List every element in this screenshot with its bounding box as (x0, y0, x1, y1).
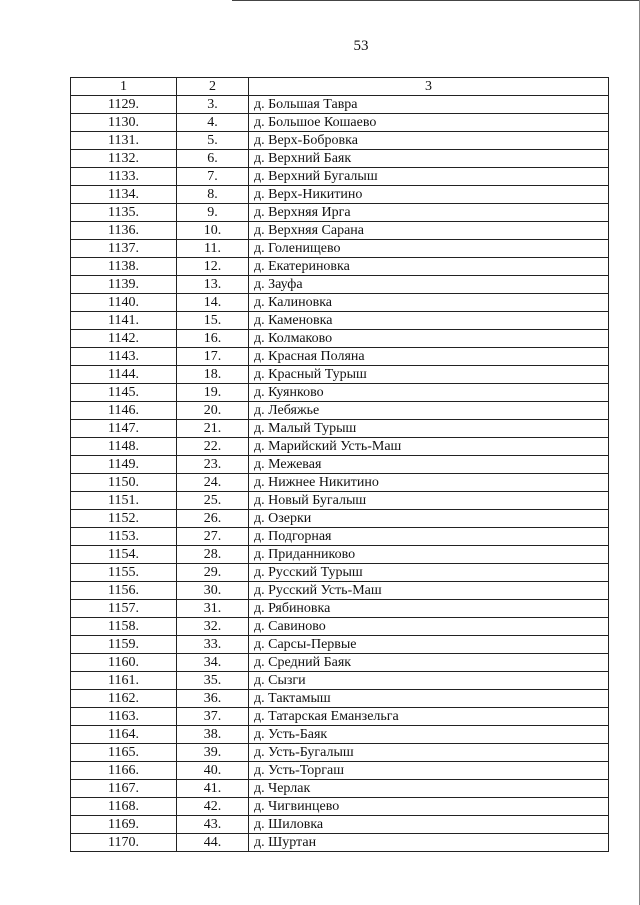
row-number: 1148. (71, 438, 177, 456)
settlement-name: д. Верхняя Сарана (249, 222, 609, 240)
row-number: 1149. (71, 456, 177, 474)
table-row (71, 276, 609, 294)
table-row (71, 204, 609, 222)
row-number: 1161. (71, 672, 177, 690)
table-row (71, 528, 609, 546)
local-number: 18. (177, 366, 249, 384)
settlement-name: д. Лебяжье (249, 402, 609, 420)
local-number: 15. (177, 312, 249, 330)
table-row (71, 186, 609, 204)
table-row (71, 582, 609, 600)
row-number: 1139. (71, 276, 177, 294)
table-row (71, 402, 609, 420)
table-row (71, 762, 609, 780)
settlement-name: д. Черлак (249, 780, 609, 798)
settlement-name: д. Куянково (249, 384, 609, 402)
settlement-name: д. Колмаково (249, 330, 609, 348)
local-number: 42. (177, 798, 249, 816)
table-row (71, 672, 609, 690)
local-number: 16. (177, 330, 249, 348)
row-number: 1168. (71, 798, 177, 816)
table-row (71, 168, 609, 186)
local-number: 8. (177, 186, 249, 204)
row-number: 1157. (71, 600, 177, 618)
local-number: 23. (177, 456, 249, 474)
table-row (71, 222, 609, 240)
row-number: 1129. (71, 96, 177, 114)
row-number: 1145. (71, 384, 177, 402)
row-number: 1160. (71, 654, 177, 672)
local-number: 14. (177, 294, 249, 312)
settlement-name: д. Большая Тавра (249, 96, 609, 114)
settlement-name: д. Верхний Бугалыш (249, 168, 609, 186)
local-number: 36. (177, 690, 249, 708)
settlement-name: д. Верхний Баяк (249, 150, 609, 168)
local-number: 30. (177, 582, 249, 600)
local-number: 21. (177, 420, 249, 438)
settlement-name: д. Озерки (249, 510, 609, 528)
row-number: 1154. (71, 546, 177, 564)
row-number: 1147. (71, 420, 177, 438)
local-number: 11. (177, 240, 249, 258)
table-row (71, 492, 609, 510)
row-number: 1146. (71, 402, 177, 420)
local-number: 39. (177, 744, 249, 762)
local-number: 28. (177, 546, 249, 564)
local-number: 31. (177, 600, 249, 618)
row-number: 1136. (71, 222, 177, 240)
local-number: 7. (177, 168, 249, 186)
local-number: 12. (177, 258, 249, 276)
settlement-name: д. Зауфа (249, 276, 609, 294)
settlement-name: д. Большое Кошаево (249, 114, 609, 132)
table-row (71, 618, 609, 636)
table-row (71, 132, 609, 150)
row-number: 1158. (71, 618, 177, 636)
settlement-name: д. Межевая (249, 456, 609, 474)
local-number: 32. (177, 618, 249, 636)
settlement-name: д. Калиновка (249, 294, 609, 312)
row-number: 1138. (71, 258, 177, 276)
table-row (71, 348, 609, 366)
settlement-name: д. Савиново (249, 618, 609, 636)
table-row (71, 546, 609, 564)
local-number: 34. (177, 654, 249, 672)
table-row (71, 150, 609, 168)
local-number: 29. (177, 564, 249, 582)
table-row (71, 96, 609, 114)
local-number: 25. (177, 492, 249, 510)
row-number: 1143. (71, 348, 177, 366)
local-number: 27. (177, 528, 249, 546)
table-row (71, 510, 609, 528)
column-header-3: 3 (249, 78, 609, 96)
local-number: 9. (177, 204, 249, 222)
row-number: 1167. (71, 780, 177, 798)
settlement-name: д. Екатериновка (249, 258, 609, 276)
settlement-name: д. Подгорная (249, 528, 609, 546)
table-row (71, 456, 609, 474)
settlement-name: д. Сызги (249, 672, 609, 690)
table-row (71, 330, 609, 348)
settlement-name: д. Рябиновка (249, 600, 609, 618)
row-number: 1132. (71, 150, 177, 168)
settlement-name: д. Верх-Никитино (249, 186, 609, 204)
local-number: 5. (177, 132, 249, 150)
settlement-name: д. Голенищево (249, 240, 609, 258)
settlement-name: д. Малый Турыш (249, 420, 609, 438)
row-number: 1156. (71, 582, 177, 600)
table-header-row (71, 78, 609, 96)
row-number: 1141. (71, 312, 177, 330)
table-row (71, 654, 609, 672)
table-row (71, 690, 609, 708)
settlement-name: д. Приданниково (249, 546, 609, 564)
table-row (71, 240, 609, 258)
settlement-name: д. Марийский Усть-Маш (249, 438, 609, 456)
table-body (71, 96, 609, 852)
table-row (71, 114, 609, 132)
row-number: 1152. (71, 510, 177, 528)
local-number: 3. (177, 96, 249, 114)
row-number: 1151. (71, 492, 177, 510)
column-header-1: 1 (71, 78, 177, 96)
local-number: 22. (177, 438, 249, 456)
row-number: 1155. (71, 564, 177, 582)
settlement-name: д. Красный Турыш (249, 366, 609, 384)
row-number: 1137. (71, 240, 177, 258)
settlement-name: д. Новый Бугалыш (249, 492, 609, 510)
local-number: 26. (177, 510, 249, 528)
table-row (71, 636, 609, 654)
settlement-name: д. Усть-Баяк (249, 726, 609, 744)
row-number: 1150. (71, 474, 177, 492)
column-header-2: 2 (177, 78, 249, 96)
row-number: 1133. (71, 168, 177, 186)
local-number: 24. (177, 474, 249, 492)
table-row (71, 258, 609, 276)
local-number: 10. (177, 222, 249, 240)
local-number: 37. (177, 708, 249, 726)
settlement-name: д. Тактамыш (249, 690, 609, 708)
page-number: 53 (353, 38, 369, 54)
settlement-name: д. Чигвинцево (249, 798, 609, 816)
settlement-name: д. Верх-Бобровка (249, 132, 609, 150)
table-row (71, 834, 609, 852)
row-number: 1170. (71, 834, 177, 852)
settlement-name: д. Верхняя Ирга (249, 204, 609, 222)
local-number: 20. (177, 402, 249, 420)
table-row (71, 564, 609, 582)
local-number: 41. (177, 780, 249, 798)
local-number: 35. (177, 672, 249, 690)
table-row (71, 294, 609, 312)
settlement-name: д. Шиловка (249, 816, 609, 834)
row-number: 1163. (71, 708, 177, 726)
settlement-name: д. Каменовка (249, 312, 609, 330)
row-number: 1131. (71, 132, 177, 150)
row-number: 1159. (71, 636, 177, 654)
row-number: 1142. (71, 330, 177, 348)
row-number: 1164. (71, 726, 177, 744)
table-row (71, 726, 609, 744)
row-number: 1166. (71, 762, 177, 780)
local-number: 33. (177, 636, 249, 654)
table-row (71, 438, 609, 456)
scan-edge-top (232, 0, 640, 1)
settlement-name: д. Средний Баяк (249, 654, 609, 672)
table-row (71, 474, 609, 492)
table-row (71, 816, 609, 834)
settlement-name: д. Русский Турыш (249, 564, 609, 582)
row-number: 1165. (71, 744, 177, 762)
settlement-name: д. Усть-Бугалыш (249, 744, 609, 762)
settlement-name: д. Сарсы-Первые (249, 636, 609, 654)
row-number: 1135. (71, 204, 177, 222)
local-number: 19. (177, 384, 249, 402)
local-number: 6. (177, 150, 249, 168)
row-number: 1153. (71, 528, 177, 546)
table-row (71, 780, 609, 798)
local-number: 43. (177, 816, 249, 834)
table-row (71, 312, 609, 330)
table-row (71, 744, 609, 762)
local-number: 13. (177, 276, 249, 294)
settlement-name: д. Татарская Еманзельга (249, 708, 609, 726)
row-number: 1134. (71, 186, 177, 204)
table-row (71, 366, 609, 384)
settlement-name: д. Усть-Торгаш (249, 762, 609, 780)
settlement-name: д. Нижнее Никитино (249, 474, 609, 492)
row-number: 1162. (71, 690, 177, 708)
row-number: 1130. (71, 114, 177, 132)
local-number: 4. (177, 114, 249, 132)
settlement-name: д. Красная Поляна (249, 348, 609, 366)
table-row (71, 798, 609, 816)
settlements-table (70, 77, 609, 852)
settlement-name: д. Шуртан (249, 834, 609, 852)
table-row (71, 384, 609, 402)
local-number: 17. (177, 348, 249, 366)
table-row (71, 600, 609, 618)
local-number: 40. (177, 762, 249, 780)
table-row (71, 708, 609, 726)
local-number: 44. (177, 834, 249, 852)
settlement-name: д. Русский Усть-Маш (249, 582, 609, 600)
local-number: 38. (177, 726, 249, 744)
row-number: 1140. (71, 294, 177, 312)
table-row (71, 420, 609, 438)
row-number: 1169. (71, 816, 177, 834)
row-number: 1144. (71, 366, 177, 384)
